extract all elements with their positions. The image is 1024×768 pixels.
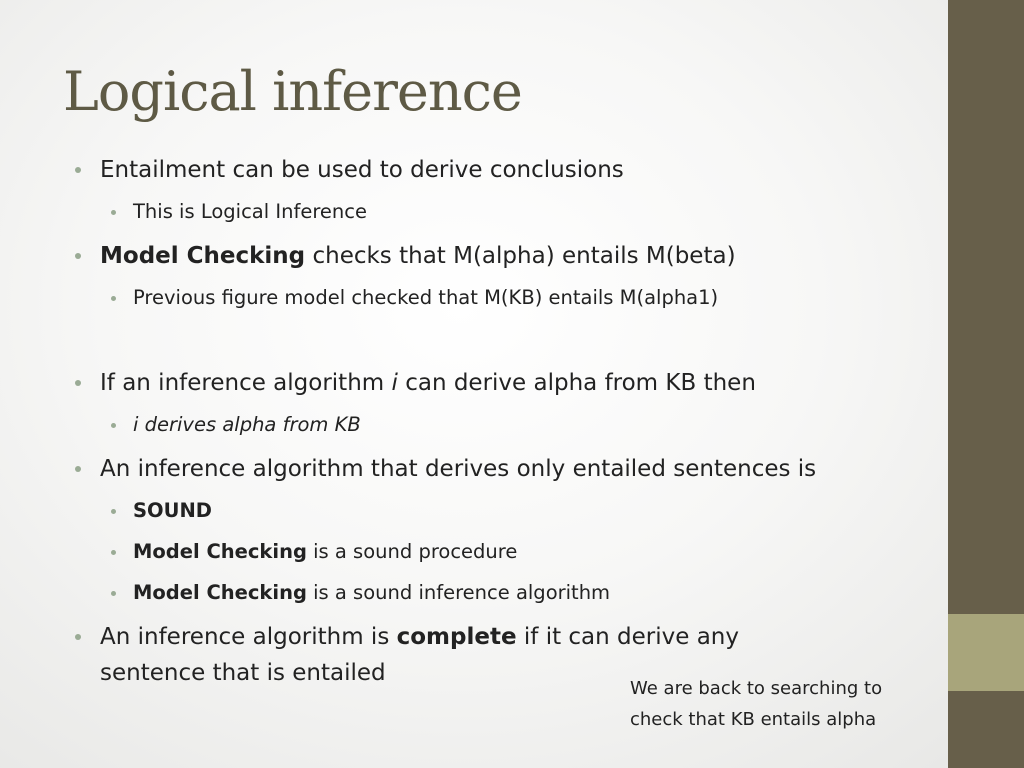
bullet-text: Previous figure model checked that M(KB) entails M(alpha1) (133, 286, 719, 309)
bullet-text: An inference algorithm is (100, 624, 397, 650)
bullet-continuation (100, 655, 386, 691)
bullet-dot-icon (111, 509, 116, 514)
bullet-item (100, 451, 816, 487)
bullet-item (100, 619, 739, 655)
bullet-text: checks that M(alpha) entails M(beta) (305, 243, 736, 269)
italic-term: i (391, 370, 398, 396)
sub-bullet-item (133, 537, 517, 567)
bullet-text: sentence that is entailed (100, 660, 386, 686)
bullet-dot-icon (75, 253, 81, 259)
bullet-text: This is Logical Inference (133, 200, 367, 223)
bullet-dot-icon (111, 296, 116, 301)
bullet-item (100, 238, 736, 274)
sub-bullet-item (133, 283, 718, 313)
bold-term: SOUND (133, 499, 212, 522)
bold-term: Model Checking (133, 540, 307, 563)
bullet-text: is a sound inference algorithm (306, 581, 611, 604)
bullet-text: i derives alpha from KB (133, 413, 361, 436)
sub-bullet-item (133, 197, 367, 227)
note-line: check that KB entails alpha (630, 709, 877, 730)
bullet-text: is a sound procedure (306, 540, 518, 563)
bullet-dot-icon (111, 423, 116, 428)
bullet-text: If an inference algorithm (100, 370, 392, 396)
bullet-dot-icon (111, 210, 116, 215)
bullet-dot-icon (75, 167, 81, 173)
bullet-dot-icon (111, 550, 116, 555)
side-note (630, 673, 882, 735)
bullet-text: Entailment can be used to derive conclusions (100, 157, 624, 183)
sidebar-accent-block (948, 614, 1024, 691)
bullet-dot-icon (111, 591, 116, 596)
sub-bullet-item (133, 410, 361, 440)
bullet-item (100, 365, 756, 401)
note-line: We are back to searching to (630, 678, 883, 699)
sub-bullet-item (133, 578, 610, 608)
bullet-text: An inference algorithm that derives only entailed sentences is (100, 456, 817, 482)
slide-title: Logical inference (63, 60, 522, 123)
bold-term: Model Checking (100, 243, 306, 269)
bullet-dot-icon (75, 466, 81, 472)
sub-bullet-item (133, 496, 212, 526)
bullet-dot-icon (75, 380, 81, 386)
bold-term: complete (396, 624, 517, 650)
bold-term: Model Checking (133, 581, 307, 604)
bullet-item (100, 152, 624, 188)
bullet-dot-icon (75, 634, 81, 640)
bullet-text: can derive alpha from KB then (397, 370, 756, 396)
bullet-text: if it can derive any (516, 624, 739, 650)
